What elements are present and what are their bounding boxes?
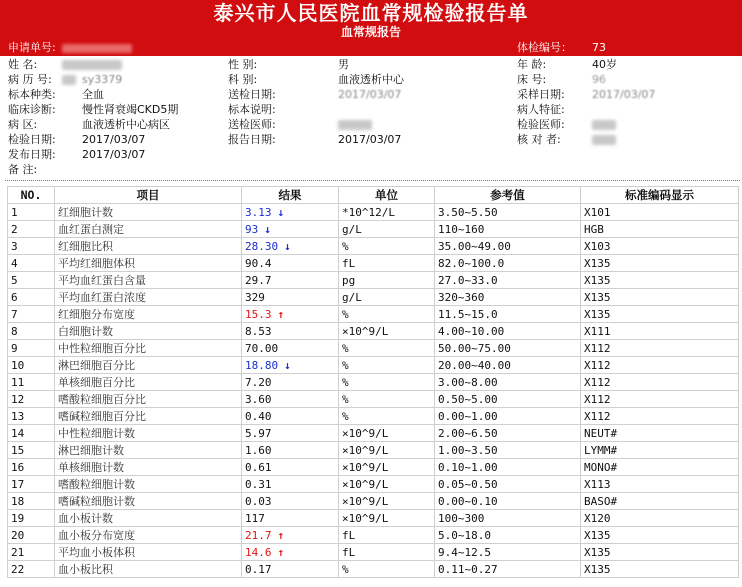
- result-value: 3.13: [245, 205, 272, 219]
- result-value: 8.53: [245, 324, 272, 338]
- cell-code: MONO#: [581, 459, 739, 476]
- cell-item: 红细胞计数: [55, 204, 242, 221]
- cell-no: 19: [8, 510, 55, 527]
- results-table: [7, 186, 739, 578]
- cell-unit: %: [339, 374, 435, 391]
- cell-item: 红细胞分布宽度: [55, 306, 242, 323]
- table-row: [8, 204, 739, 221]
- doctor-redacted: [338, 118, 372, 132]
- cell-no: 20: [8, 527, 55, 544]
- table-row: [8, 442, 739, 459]
- result-value: 0.61: [245, 460, 272, 474]
- arrow-up-icon: ↑: [277, 528, 285, 542]
- cell-item: 血小板比积: [55, 561, 242, 578]
- result-value: 14.6: [245, 545, 272, 559]
- cell-ref: 20.00~40.00: [435, 357, 581, 374]
- cell-ref: 3.00~8.00: [435, 374, 581, 391]
- table-row: [8, 408, 739, 425]
- result-value: 0.31: [245, 477, 272, 491]
- cell-ref: 320~360: [435, 289, 581, 306]
- cell-no: 9: [8, 340, 55, 357]
- sample-date-label: 采样日期:: [517, 88, 565, 101]
- cell-unit: fL: [339, 544, 435, 561]
- lab-doctor-label: 检验医师:: [517, 118, 565, 131]
- cell-result: [242, 272, 339, 289]
- table-header-row: [8, 187, 739, 204]
- cell-code: X101: [581, 204, 739, 221]
- request-no-label: 申请单号:: [8, 41, 56, 54]
- case-value: sy3379: [82, 73, 123, 86]
- cell-result: [242, 408, 339, 425]
- col-header-unit: 单位: [339, 187, 435, 204]
- cell-result: [242, 544, 339, 561]
- cell-unit: %: [339, 391, 435, 408]
- col-header-ref: 参考值: [435, 187, 581, 204]
- diagnosis-value: 慢性肾衰竭CKD5期: [82, 103, 179, 116]
- cell-code: HGB: [581, 221, 739, 238]
- cell-unit: fL: [339, 527, 435, 544]
- cell-item: 单核细胞百分比: [55, 374, 242, 391]
- table-row: [8, 374, 739, 391]
- cell-code: X103: [581, 238, 739, 255]
- cell-result: [242, 255, 339, 272]
- cell-no: 4: [8, 255, 55, 272]
- age-value: 40岁: [592, 58, 617, 71]
- sent-date-value: 2017/03/07: [338, 88, 402, 101]
- result-value: 18.80: [245, 358, 279, 372]
- cell-item: 血小板计数: [55, 510, 242, 527]
- features-label: 病人特征:: [517, 103, 565, 116]
- table-row: [8, 323, 739, 340]
- cell-ref: 1.00~3.50: [435, 442, 581, 459]
- cell-code: BASO#: [581, 493, 739, 510]
- cell-no: 1: [8, 204, 55, 221]
- cell-ref: 50.00~75.00: [435, 340, 581, 357]
- exam-no-value: 73: [592, 41, 606, 54]
- cell-no: 6: [8, 289, 55, 306]
- case-redacted: [62, 73, 76, 87]
- cell-no: 11: [8, 374, 55, 391]
- cell-ref: 11.5~15.0: [435, 306, 581, 323]
- cell-result: [242, 374, 339, 391]
- result-value: 70.00: [245, 341, 279, 355]
- cell-code: X135: [581, 306, 739, 323]
- cell-code: X135: [581, 527, 739, 544]
- cell-item: 平均血小板体积: [55, 544, 242, 561]
- cell-result: [242, 493, 339, 510]
- table-row: [8, 272, 739, 289]
- result-value: 93: [245, 222, 259, 236]
- cell-result: [242, 221, 339, 238]
- table-row: [8, 391, 739, 408]
- table-row: [8, 544, 739, 561]
- cell-item: 平均血红蛋白含量: [55, 272, 242, 289]
- cell-code: X120: [581, 510, 739, 527]
- cell-code: X135: [581, 272, 739, 289]
- cell-unit: %: [339, 306, 435, 323]
- cell-unit: g/L: [339, 221, 435, 238]
- table-row: [8, 561, 739, 578]
- cell-no: 3: [8, 238, 55, 255]
- result-value: 5.97: [245, 426, 272, 440]
- cell-ref: 5.0~18.0: [435, 527, 581, 544]
- cell-no: 18: [8, 493, 55, 510]
- cell-ref: 35.00~49.00: [435, 238, 581, 255]
- table-row: [8, 306, 739, 323]
- result-value: 117: [245, 511, 265, 525]
- result-value: 329: [245, 290, 265, 304]
- cell-unit: g/L: [339, 289, 435, 306]
- cell-ref: 0.11~0.27: [435, 561, 581, 578]
- cell-code: NEUT#: [581, 425, 739, 442]
- cell-no: 13: [8, 408, 55, 425]
- cell-code: X112: [581, 374, 739, 391]
- cell-unit: ×10^9/L: [339, 459, 435, 476]
- cell-unit: %: [339, 561, 435, 578]
- remark-label: 备 注:: [8, 163, 38, 176]
- cell-result: [242, 425, 339, 442]
- name-label: 姓 名:: [8, 58, 38, 71]
- cell-unit: ×10^9/L: [339, 323, 435, 340]
- cell-no: 7: [8, 306, 55, 323]
- publish-date-label: 发布日期:: [8, 148, 56, 161]
- cell-ref: 0.50~5.00: [435, 391, 581, 408]
- cell-no: 17: [8, 476, 55, 493]
- cell-no: 8: [8, 323, 55, 340]
- table-row: [8, 357, 739, 374]
- cell-result: [242, 459, 339, 476]
- request-bar: [0, 40, 742, 56]
- doctor-label: 送检医师:: [228, 118, 276, 131]
- test-date-label: 检验日期:: [8, 133, 56, 146]
- cell-result: [242, 391, 339, 408]
- specimen-label: 标本种类:: [8, 88, 56, 101]
- report-banner: [0, 0, 742, 42]
- lab-doctor-redacted: [592, 118, 616, 132]
- report-subtitle: 血常规报告: [340, 25, 401, 39]
- name-redacted: [62, 58, 122, 72]
- sent-date-label: 送检日期:: [228, 88, 276, 101]
- cell-ref: 9.4~12.5: [435, 544, 581, 561]
- cell-code: X113: [581, 476, 739, 493]
- arrow-up-icon: ↑: [277, 307, 285, 321]
- dept-value: 血液透析中心: [338, 73, 404, 86]
- cell-item: 嗜酸粒细胞百分比: [55, 391, 242, 408]
- checker-redacted: [592, 133, 616, 147]
- cell-ref: 100~300: [435, 510, 581, 527]
- cell-ref: 2.00~6.50: [435, 425, 581, 442]
- table-row: [8, 510, 739, 527]
- cell-no: 14: [8, 425, 55, 442]
- sex-value: 男: [338, 58, 349, 71]
- cell-code: X135: [581, 561, 739, 578]
- cell-result: [242, 561, 339, 578]
- dept-label: 科 别:: [228, 73, 258, 86]
- report-date-label: 报告日期:: [228, 133, 276, 146]
- cell-unit: %: [339, 238, 435, 255]
- divider: [5, 180, 740, 181]
- result-value: 0.40: [245, 409, 272, 423]
- report-date-value: 2017/03/07: [338, 133, 402, 146]
- col-header-code: 标准编码显示: [581, 187, 739, 204]
- table-row: [8, 221, 739, 238]
- exam-no-label: 体检编号：: [517, 41, 572, 54]
- table-row: [8, 527, 739, 544]
- cell-ref: 110~160: [435, 221, 581, 238]
- table-row: [8, 476, 739, 493]
- cell-unit: *10^12/L: [339, 204, 435, 221]
- cell-unit: ×10^9/L: [339, 442, 435, 459]
- cell-unit: fL: [339, 255, 435, 272]
- table-row: [8, 340, 739, 357]
- cell-unit: %: [339, 340, 435, 357]
- age-label: 年 龄:: [517, 58, 547, 71]
- cell-result: [242, 204, 339, 221]
- result-value: 21.7: [245, 528, 272, 542]
- cell-item: 中性粒细胞计数: [55, 425, 242, 442]
- arrow-down-icon: ↓: [284, 239, 291, 253]
- sex-label: 性 别:: [228, 58, 258, 71]
- cell-item: 嗜酸粒细胞计数: [55, 476, 242, 493]
- cell-item: 嗜碱粒细胞百分比: [55, 408, 242, 425]
- cell-code: LYMM#: [581, 442, 739, 459]
- cell-ref: 3.50~5.50: [435, 204, 581, 221]
- cell-no: 12: [8, 391, 55, 408]
- result-value: 7.20: [245, 375, 272, 389]
- cell-result: [242, 289, 339, 306]
- cell-item: 血小板分布宽度: [55, 527, 242, 544]
- diagnosis-label: 临床诊断:: [8, 103, 56, 116]
- cell-code: X112: [581, 408, 739, 425]
- cell-unit: %: [339, 408, 435, 425]
- col-header-no: NO.: [8, 187, 55, 204]
- cell-no: 2: [8, 221, 55, 238]
- specimen-value: 全血: [82, 88, 104, 101]
- cell-result: [242, 476, 339, 493]
- cell-item: 血红蛋白测定: [55, 221, 242, 238]
- cell-item: 中性粒细胞百分比: [55, 340, 242, 357]
- cell-result: [242, 527, 339, 544]
- cell-ref: 0.00~1.00: [435, 408, 581, 425]
- cell-no: 21: [8, 544, 55, 561]
- cell-no: 10: [8, 357, 55, 374]
- ward-value: 血液透析中心病区: [82, 118, 170, 131]
- report-title: 泰兴市人民医院血常规检验报告单: [213, 1, 529, 25]
- cell-result: [242, 357, 339, 374]
- cell-item: 淋巴细胞计数: [55, 442, 242, 459]
- result-value: 3.60: [245, 392, 272, 406]
- test-date-value: 2017/03/07: [82, 133, 146, 146]
- cell-unit: ×10^9/L: [339, 510, 435, 527]
- arrow-down-icon: ↓: [284, 358, 291, 372]
- cell-ref: 27.0~33.0: [435, 272, 581, 289]
- cell-code: X112: [581, 391, 739, 408]
- specimen-note-label: 标本说明:: [228, 103, 276, 116]
- table-row: [8, 255, 739, 272]
- result-value: 1.60: [245, 443, 272, 457]
- cell-result: [242, 323, 339, 340]
- result-value: 0.17: [245, 562, 272, 576]
- result-value: 29.7: [245, 273, 272, 287]
- cell-unit: ×10^9/L: [339, 425, 435, 442]
- cell-code: X112: [581, 357, 739, 374]
- cell-result: [242, 510, 339, 527]
- checker-label: 核 对 者:: [517, 133, 561, 146]
- cell-unit: ×10^9/L: [339, 493, 435, 510]
- table-row: [8, 289, 739, 306]
- cell-item: 平均血红蛋白浓度: [55, 289, 242, 306]
- cell-code: X135: [581, 255, 739, 272]
- arrow-down-icon: ↓: [264, 222, 271, 236]
- table-row: [8, 238, 739, 255]
- cell-code: X112: [581, 340, 739, 357]
- arrow-down-icon: ↓: [277, 205, 285, 219]
- table-row: [8, 459, 739, 476]
- col-header-item: 项目: [55, 187, 242, 204]
- cell-ref: 0.10~1.00: [435, 459, 581, 476]
- cell-result: [242, 340, 339, 357]
- cell-item: 平均红细胞体积: [55, 255, 242, 272]
- sample-date-value: 2017/03/07: [592, 88, 656, 101]
- cell-unit: %: [339, 357, 435, 374]
- publish-date-value: 2017/03/07: [82, 148, 146, 161]
- cell-ref: 82.0~100.0: [435, 255, 581, 272]
- cell-code: X111: [581, 323, 739, 340]
- col-header-result: 结果: [242, 187, 339, 204]
- result-value: 0.03: [245, 494, 272, 508]
- result-value: 15.3: [245, 307, 272, 321]
- cell-ref: 0.05~0.50: [435, 476, 581, 493]
- cell-result: [242, 442, 339, 459]
- cell-result: [242, 306, 339, 323]
- cell-ref: 0.00~0.10: [435, 493, 581, 510]
- cell-code: X135: [581, 544, 739, 561]
- cell-unit: pg: [339, 272, 435, 289]
- cell-unit: ×10^9/L: [339, 476, 435, 493]
- bed-value: 96: [592, 73, 606, 86]
- table-row: [8, 425, 739, 442]
- cell-item: 红细胞比积: [55, 238, 242, 255]
- cell-no: 15: [8, 442, 55, 459]
- cell-item: 白细胞计数: [55, 323, 242, 340]
- cell-item: 淋巴细胞百分比: [55, 357, 242, 374]
- cell-item: 嗜碱粒细胞计数: [55, 493, 242, 510]
- arrow-up-icon: ↑: [277, 545, 285, 559]
- cell-no: 5: [8, 272, 55, 289]
- ward-label: 病 区:: [8, 118, 38, 131]
- cell-no: 16: [8, 459, 55, 476]
- table-row: [8, 493, 739, 510]
- cell-code: X135: [581, 289, 739, 306]
- case-label: 病 历 号:: [8, 73, 52, 86]
- result-value: 28.30: [245, 239, 279, 253]
- cell-result: [242, 238, 339, 255]
- cell-item: 单核细胞计数: [55, 459, 242, 476]
- cell-ref: 4.00~10.00: [435, 323, 581, 340]
- bed-label: 床 号:: [517, 73, 547, 86]
- cell-no: 22: [8, 561, 55, 578]
- result-value: 90.4: [245, 256, 272, 270]
